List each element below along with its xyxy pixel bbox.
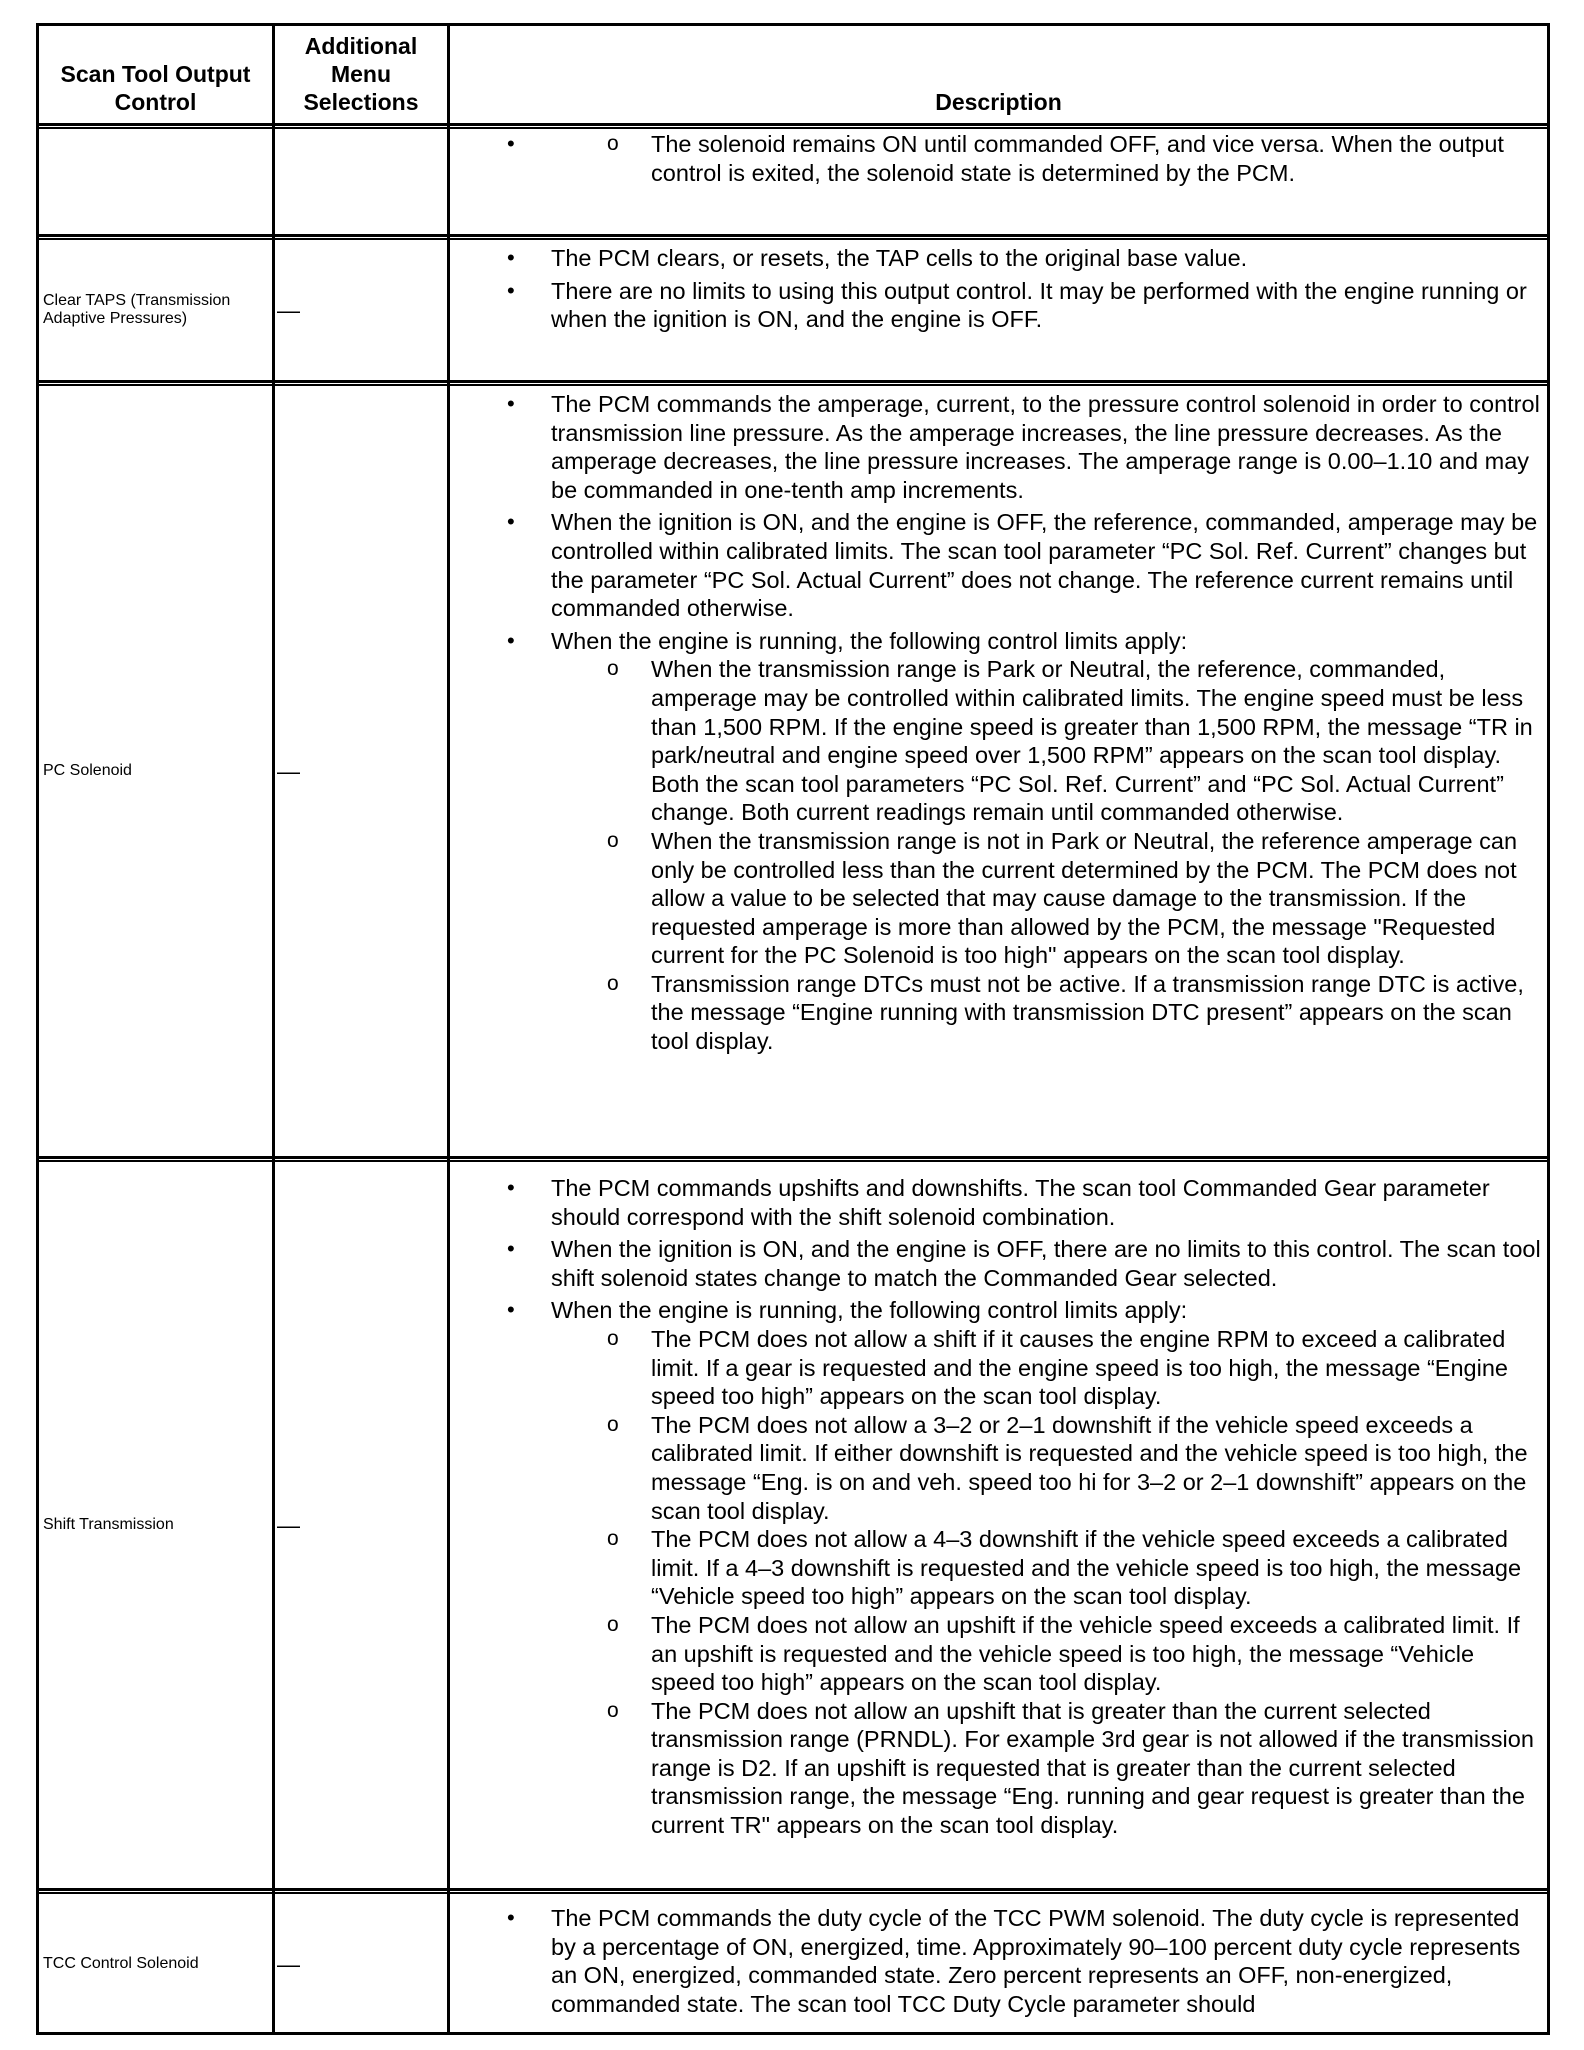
list-item-text: When the engine is running, the following control limits apply: — [551, 1297, 1188, 1324]
sub-list-item: o • The solenoid remains ON until commanded OFF, and vice versa. When the output control is exited, the solenoid state is determined by the PCM. — [451, 130, 1541, 187]
output-control-table — [36, 23, 1550, 2035]
list-item: • There are no limits to using this output control. It may be performed with the engine running or when the ignition is ON, and the engine is OFF. — [451, 277, 1541, 334]
list-item: • When the ignition is ON, and the engine is OFF, the reference, commanded, amperage may be controlled within calibrated limits. The scan tool parameter “PC Sol. Ref. Current” changes but the parameter “PC Sol. Actual Current” does not change. The reference current remains until commanded otherwise. — [451, 508, 1541, 622]
menu-selection: — — [277, 757, 300, 784]
sub-list-item: o Transmission range DTCs must not be active. If a transmission range DTC is active, the message “Engine running with transmission DTC present” appears on the scan tool display. — [451, 970, 1541, 1056]
row-divider — [39, 380, 1547, 383]
sub-list-item: o When the transmission range is not in Park or Neutral, the reference amperage can only be controlled less than the current determined by the PCM. The PCM does not allow a value to be selected that may cause damage to the transmission. If the requested amperage is more than allowed by the PCM, the message "Requested current for the PC Solenoid is too high" appears on the scan tool display. — [451, 827, 1541, 970]
sub-list-item: o The PCM does not allow an upshift if the vehicle speed exceeds a calibrated limit. If an upshift is requested and the vehicle speed is too high, the message “Vehicle speed too high” appears on the scan tool display. — [451, 1611, 1541, 1697]
column-divider — [447, 26, 450, 2032]
control-name: PC Solenoid — [43, 762, 132, 779]
list-item: • The PCM commands the amperage, current, to the pressure control solenoid in order to control transmission line pressure. As the amperage increases, the line pressure decreases. As the amperage decreases, the line pressure increases. The amperage range is 0.00–1.10 and may be commanded in one-tenth amp increments. — [451, 390, 1541, 504]
table-row-description — [451, 1174, 1541, 1840]
list-item-text: When the engine is running, the following control limits apply: — [551, 627, 1188, 654]
table-row — [451, 130, 1541, 187]
row-divider — [39, 238, 1547, 240]
row-divider — [39, 1160, 1547, 1162]
list-item — [451, 130, 1541, 187]
table-row-menu — [277, 388, 447, 1154]
sub-list-item: o The PCM does not allow a 3–2 or 2–1 downshift if the vehicle speed exceeds a calibrated limit. If either downshift is requested and the vehicle speed is too high, the message “Eng. is on and veh. speed too hi for 3–2 or 2–1 downshift” appears on the scan tool display. — [451, 1411, 1541, 1525]
table-row-control — [43, 388, 275, 1154]
row-divider — [39, 123, 1547, 126]
header-description: Description — [935, 89, 1062, 115]
table-row-menu — [277, 244, 447, 376]
header-scan-tool-output-control: Scan Tool Output Control — [60, 61, 251, 115]
list-item — [451, 627, 1541, 1056]
table-row-description — [451, 1904, 1541, 2018]
control-name: Clear TAPS (Transmission Adaptive Pressures) — [43, 292, 231, 327]
table-row-menu — [277, 1896, 447, 2032]
sub-list-item: o The PCM does not allow a 4–3 downshift if the vehicle speed exceeds a calibrated limit. If a 4–3 downshift is requested and the vehicle speed is too high, the message “Vehicle speed too high” appears on the scan tool display. — [451, 1525, 1541, 1611]
list-item: • When the ignition is ON, and the engine is OFF, there are no limits to this control. The scan tool shift solenoid states change to match the Commanded Gear selected. — [451, 1235, 1541, 1292]
table-row-menu — [277, 1164, 447, 1886]
sub-list-item: o When the transmission range is Park or Neutral, the reference, commanded, amperage may be controlled within calibrated limits. The engine speed must be less than 1,500 RPM. If the engine speed is greater than 1,500 RPM, the message “TR in park/neutral and engine speed over 1,500 RPM” appears on the scan tool display. Both the scan tool parameters “PC Sol. Ref. Current” and “PC Sol. Actual Current” change. Both current readings remain until commanded otherwise. — [451, 655, 1541, 827]
control-name: Shift Transmission — [43, 1516, 174, 1533]
menu-selection: — — [277, 1950, 300, 1977]
table-row-control — [43, 1896, 275, 2032]
table-row-description — [451, 244, 1541, 334]
table-row-control — [43, 244, 275, 376]
list-item: • The PCM commands upshifts and downshifts. The scan tool Commanded Gear parameter should correspond with the shift solenoid combination. — [451, 1174, 1541, 1231]
list-item — [451, 1296, 1541, 1839]
row-divider — [39, 127, 1547, 129]
row-divider — [39, 1888, 1547, 1891]
list-item: • The PCM clears, or resets, the TAP cells to the original base value. — [451, 244, 1541, 273]
sub-list-item: o The PCM does not allow a shift if it causes the engine RPM to exceed a calibrated limit. If a gear is requested and the engine speed is too high, the message “Engine speed too high” appears on the scan tool display. — [451, 1325, 1541, 1411]
menu-selection: — — [277, 1511, 300, 1538]
row-divider — [39, 234, 1547, 237]
table-row-control — [43, 1164, 275, 1886]
row-divider — [39, 384, 1547, 386]
list-item: • The PCM commands the duty cycle of the TCC PWM solenoid. The duty cycle is represented by a percentage of ON, energized, time. Approximately 90–100 percent duty cycle represents an ON, energized, commanded state. Zero percent represents an OFF, non-energized, commanded state. The scan tool TCC Duty Cycle parameter should — [451, 1904, 1541, 2018]
row-divider — [39, 1156, 1547, 1159]
sub-list-item: o The PCM does not allow an upshift that is greater than the current selected transmission range (PRNDL). For example 3rd gear is not allowed if the transmission range is D2. If an upshift is requested that is greater than the current selected transmission range, the message “Eng. running and gear request is greater than the current TR" appears on the scan tool display. — [451, 1697, 1541, 1840]
row-divider — [39, 1892, 1547, 1894]
control-name: TCC Control Solenoid — [43, 1955, 199, 1972]
header-additional-menu-selections: Additional Menu Selections — [303, 33, 419, 115]
menu-selection: — — [277, 296, 300, 323]
table-row-description — [451, 390, 1541, 1056]
